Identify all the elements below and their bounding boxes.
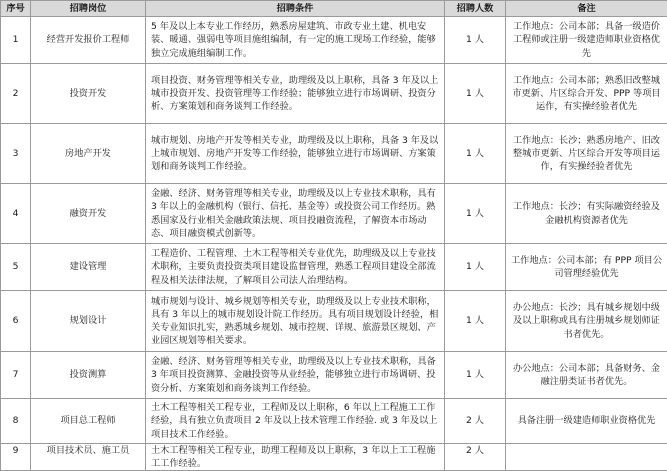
cell-notes: 办公地点：公司本部；具备财务、金融注册类证书者优先。 <box>506 352 667 399</box>
header-count: 招聘人数 <box>445 1 506 17</box>
cell-count: 2 人 <box>445 399 506 444</box>
cell-requirements: 金融、经济、财务管理等相关专业，助理级及以上专业技术职称，具备 3 年项目投资测算、金融投资等从业经验，能够独立进行市场调研、投资分析、方案策划和商务谈判工作经验。 <box>146 352 445 399</box>
table-row <box>1 17 667 64</box>
cell-no: 9 <box>1 444 31 471</box>
table-row <box>1 244 667 291</box>
cell-notes: 工作地点：公司本部；具备一级造价工程师或注册一级建造师职业资格优先 <box>506 17 667 64</box>
table-row <box>1 399 667 444</box>
cell-requirements: 5 年及以上本专业工作经历，熟悉房屋建筑、市政专业土建、机电安装、暖通、强弱电等项目施组编制，有一定的施工现场工作经验，能够独立完成施组编制工作。 <box>146 17 445 64</box>
cell-no: 7 <box>1 352 31 399</box>
cell-no: 2 <box>1 64 31 124</box>
cell-count: 1 人 <box>445 124 506 184</box>
table-row <box>1 444 667 471</box>
cell-no: 1 <box>1 17 31 64</box>
header-notes: 备注 <box>506 1 667 17</box>
header-no: 序号 <box>1 1 31 17</box>
cell-notes: 工作地点：公司本部；熟悉旧改整城市更新、片区综合开发、PPP 等项目运作，有实操经验者优先 <box>506 64 667 124</box>
cell-count: 1 人 <box>445 64 506 124</box>
cell-notes: 工作地点：长沙；熟悉房地产、旧改整城市更新、片区综合开发等项目运作，有实操经验者优先 <box>506 124 667 184</box>
cell-requirements: 城市规划、房地产开发等相关专业，助理级及以上职称，具备 3 年及以上城市规划、房地产开发等工作经验，能够独立进行市场调研、方案策划和商务谈判工作经验。 <box>146 124 445 184</box>
cell-position: 建设管理 <box>31 244 146 291</box>
cell-position: 经营开发报价工程师 <box>31 17 146 64</box>
table-row <box>1 352 667 399</box>
cell-notes: 具备注册一级建造师职业资格优先 <box>506 399 667 444</box>
table-row <box>1 124 667 184</box>
cell-requirements: 工程造价、工程管理、土木工程等相关专业优先，助理级及以上专业技术职称，主要负责投资类项目建设监督管理，熟悉工程项目建设全部流程及相关法律法规，了解项目公司法人治理结构。 <box>146 244 445 291</box>
header-position: 招聘岗位 <box>31 1 146 17</box>
cell-position: 投资开发 <box>31 64 146 124</box>
cell-notes: 办公地点：长沙；具有城乡规划中级及以上职称或具有注册城乡规划师证书者优先。 <box>506 291 667 352</box>
cell-position: 项目总工程师 <box>31 399 146 444</box>
table-row <box>1 64 667 124</box>
cell-count: 1 人 <box>445 17 506 64</box>
cell-position: 融资开发 <box>31 184 146 244</box>
header-requirements: 招聘条件 <box>146 1 445 17</box>
cell-no: 5 <box>1 244 31 291</box>
cell-notes: 工作地点：长沙；有实际融资经验及金融机构资源者优先 <box>506 184 667 244</box>
cell-count: 2 人 <box>445 444 506 471</box>
cell-notes <box>506 444 667 471</box>
header-row <box>1 1 667 17</box>
cell-requirements: 城市规划与设计、城乡规划等相关专业，助理级及以上专业技术职称，具有 3 年以上的城市规划设计院工作经历。具有项目规划设计经验，相关专业知识扎实，熟悉城乡规划、城市控规、详规、旅游景区规划、产业园区规划等相关要求。 <box>146 291 445 352</box>
cell-position: 规划设计 <box>31 291 146 352</box>
cell-notes: 工作地点：公司本部；有 PPP 项目公司管理经验优先 <box>506 244 667 291</box>
table-row <box>1 291 667 352</box>
cell-count: 1 人 <box>445 291 506 352</box>
cell-no: 3 <box>1 124 31 184</box>
cell-count: 1 人 <box>445 352 506 399</box>
cell-no: 6 <box>1 291 31 352</box>
cell-no: 4 <box>1 184 31 244</box>
cell-position: 项目技术员、施工员 <box>31 444 146 471</box>
cell-no: 8 <box>1 399 31 444</box>
cell-requirements: 金融、经济、财务管理等相关专业，助理级及以上专业技术职称，具有 3 年以上的金融机构（银行、信托、基金等）或投资公司工作经历。熟悉国家及行业相关金融政策法规、项目投融资流程，了解资本市场动态、项目融资模式创新等。 <box>146 184 445 244</box>
cell-requirements: 土木工程等相关工程专业，工程师及以上职称，6 年以上工程施工工作经验，具有独立负责项目 2 年及以上技术管理工作经验. 或 3 年及以上项目技术工作经验。 <box>146 399 445 444</box>
cell-position: 房地产开发 <box>31 124 146 184</box>
cell-count: 1 人 <box>445 244 506 291</box>
cell-requirements: 土木工程等相关工程专业，助理工程师及以上职称，3 年以上工工程施工工作经验。 <box>146 444 445 471</box>
table-row <box>1 184 667 244</box>
cell-count: 1 人 <box>445 184 506 244</box>
cell-position: 投资测算 <box>31 352 146 399</box>
cell-requirements: 项目投资、财务管理等相关专业，助理级及以上职称，具备 3 年及以上城市投资开发、投资管理等工作经验；能够独立进行市场调研、投资分析、方案策划和商务谈判工作经验。 <box>146 64 445 124</box>
